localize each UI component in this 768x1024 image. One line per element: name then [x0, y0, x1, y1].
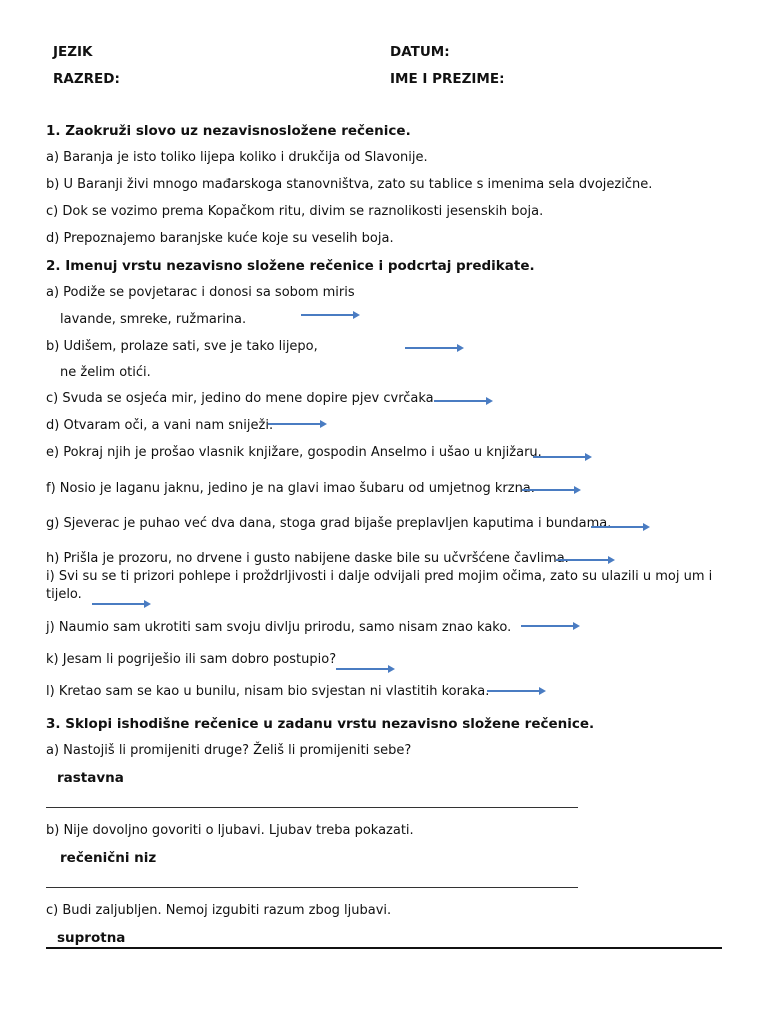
arrow-icon	[433, 396, 495, 406]
q2-item-b-line1: b) Udišem, prolaze sati, sve je tako lijepo,	[46, 339, 318, 354]
q2-item-k: k) Jesam li pogriješio ili sam dobro postupio?	[46, 652, 337, 667]
q2-item-a-line2: lavande, smreke, ružmarina.	[60, 312, 247, 327]
date-label: DATUM:	[390, 44, 450, 60]
arrow-icon	[300, 310, 362, 320]
name-label: IME I PREZIME:	[390, 71, 505, 87]
question-1-title: 1. Zaokruži slovo uz nezavisnosložene rečenice.	[46, 123, 411, 139]
q3-item-a-type: rastavna	[57, 770, 124, 786]
q2-item-f: f) Nosio je laganu jaknu, jedino je na glavi imao šubaru od umjetnog krzna.	[46, 481, 535, 496]
subject-label: JEZIK	[53, 44, 93, 60]
arrow-icon	[404, 343, 466, 353]
arrow-icon	[520, 621, 582, 631]
arrow-icon	[532, 452, 594, 462]
q1-item-d: d) Prepoznajemo baranjske kuće koje su veselih boja.	[46, 231, 394, 246]
arrow-icon	[91, 599, 153, 609]
q3-item-b: b) Nije dovoljno govoriti o ljubavi. Ljubav treba pokazati.	[46, 823, 414, 838]
answer-line-b[interactable]	[46, 887, 578, 888]
arrow-icon	[521, 485, 583, 495]
q2-item-e: e) Pokraj njih je prošao vlasnik knjižare, gospodin Anselmo i ušao u knjižaru.	[46, 445, 542, 460]
class-label: RAZRED:	[53, 71, 120, 87]
q3-item-c-type: suprotna	[57, 930, 126, 946]
q2-item-j: j) Naumio sam ukrotiti sam svoju divlju prirodu, samo nisam znao kako.	[46, 620, 512, 635]
q2-item-c: c) Svuda se osjeća mir, jedino do mene dopire pjev cvrčaka.	[46, 391, 438, 406]
q3-item-c: c) Budi zaljubljen. Nemoj izgubiti razum zbog ljubavi.	[46, 903, 392, 918]
arrow-icon	[267, 419, 329, 429]
q3-item-b-type: rečenični niz	[60, 850, 157, 866]
arrow-icon	[590, 522, 652, 532]
question-2-title: 2. Imenuj vrstu nezavisno složene rečenice i podcrtaj predikate.	[46, 258, 535, 274]
q2-item-g: g) Sjeverac je puhao već dva dana, stoga grad bijaše preplavljen kaputima i bundama.	[46, 516, 612, 531]
answer-line-a[interactable]	[46, 807, 578, 808]
q2-item-a-line1: a) Podiže se povjetarac i donosi sa sobom miris	[46, 285, 355, 300]
q1-item-c: c) Dok se vozimo prema Kopačkom ritu, divim se raznolikosti jesenskih boja.	[46, 204, 544, 219]
question-3-title: 3. Sklopi ishodišne rečenice u zadanu vrstu nezavisno složene rečenice.	[46, 716, 595, 732]
q2-item-h: h) Prišla je prozoru, no drvene i gusto nabijene daske bile su učvršćene čavlima.	[46, 551, 569, 566]
arrow-icon	[486, 686, 548, 696]
q2-item-l: l) Kretao sam se kao u bunilu, nisam bio svjestan ni vlastitih koraka.	[46, 684, 490, 699]
answer-line-c[interactable]	[46, 947, 722, 949]
q1-item-b: b) U Baranji živi mnogo mađarskoga stanovništva, zato su tablice s imenima sela dvojezične.	[46, 177, 653, 192]
q3-item-a: a) Nastojiš li promijeniti druge? Želiš li promijeniti sebe?	[46, 743, 412, 758]
q1-item-a: a) Baranja je isto toliko lijepa koliko i drukčija od Slavonije.	[46, 150, 428, 165]
q2-item-d: d) Otvaram oči, a vani nam sniježi.	[46, 418, 274, 433]
q2-item-i-line1: i) Svi su se ti prizori pohlepe i proždrljivosti i dalje odvijali pred mojim očima, zato su ulazili u moj um i	[46, 569, 713, 584]
q2-item-i-line2: tijelo.	[46, 587, 82, 602]
q2-item-b-line2: ne želim otići.	[60, 365, 151, 380]
arrow-icon	[555, 555, 617, 565]
arrow-icon	[335, 664, 397, 674]
